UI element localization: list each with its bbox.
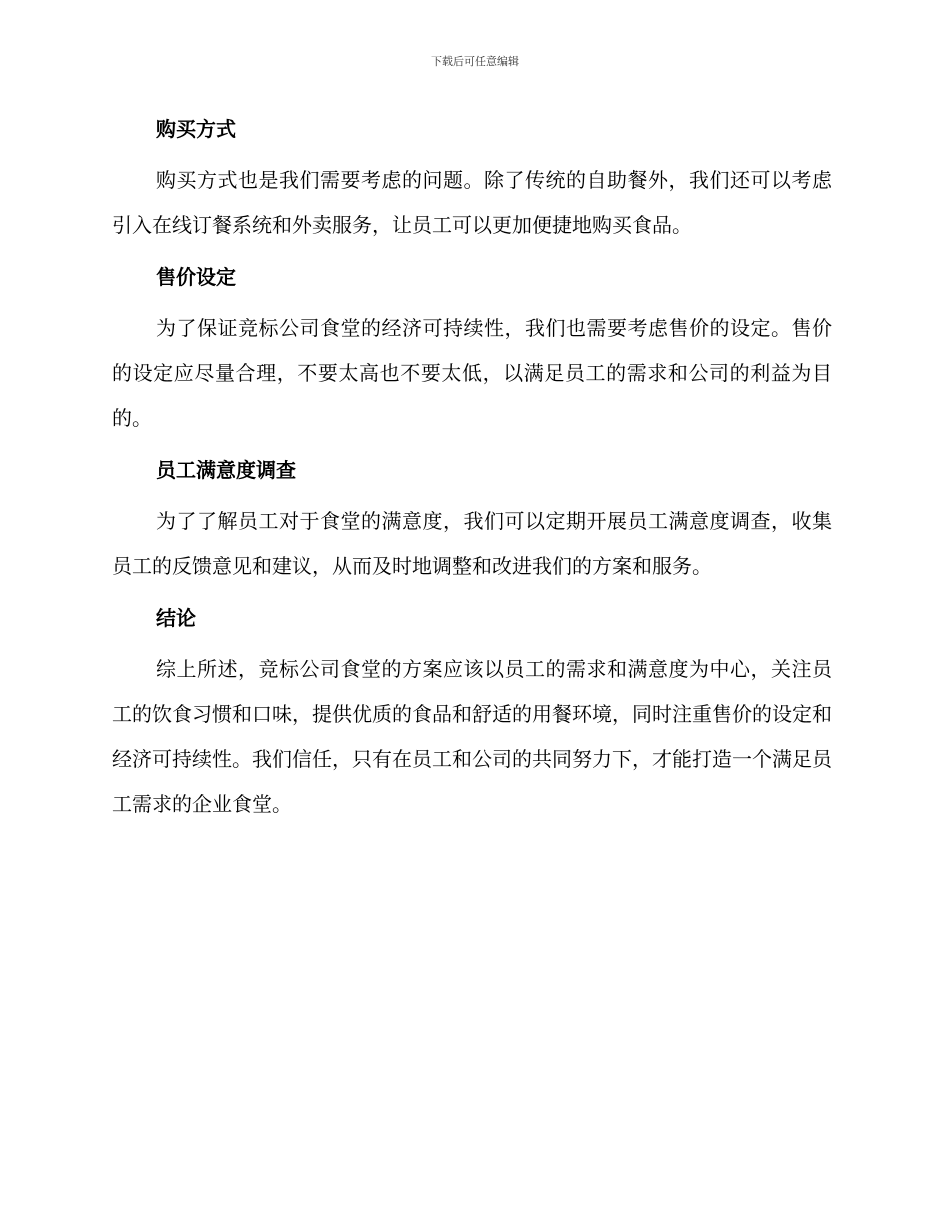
section-heading: 购买方式: [156, 117, 236, 141]
section-satisfaction-survey: [112, 451, 832, 589]
section-pricing: [112, 258, 832, 441]
document-body: [112, 110, 832, 837]
section-heading: 售价设定: [156, 265, 236, 289]
section-conclusion: [112, 599, 832, 827]
section-purchase-method: [112, 110, 832, 248]
section-paragraph: 购买方式也是我们需要考虑的问题。除了传统的自助餐外，我们还可以考虑引入在线订餐系统和外卖服务，让员工可以更加便捷地购买食品。: [112, 168, 832, 237]
section-heading: 员工满意度调查: [156, 458, 296, 482]
page-header-note: 下载后可任意编辑: [431, 55, 519, 68]
section-paragraph: 为了了解员工对于食堂的满意度，我们可以定期开展员工满意度调查，收集员工的反馈意见和建议，从而及时地调整和改进我们的方案和服务。: [112, 509, 832, 578]
section-paragraph: 综上所述，竞标公司食堂的方案应该以员工的需求和满意度为中心，关注员工的饮食习惯和口味，提供优质的食品和舒适的用餐环境，同时注重售价的设定和经济可持续性。我们信任，只有在员工和公司的共同努力下，才能打造一个满足员工需求的企业食堂。: [112, 657, 832, 816]
section-heading: 结论: [156, 606, 196, 630]
section-paragraph: 为了保证竞标公司食堂的经济可持续性，我们也需要考虑售价的设定。售价的设定应尽量合理，不要太高也不要太低，以满足员工的需求和公司的利益为目的。: [112, 316, 832, 430]
